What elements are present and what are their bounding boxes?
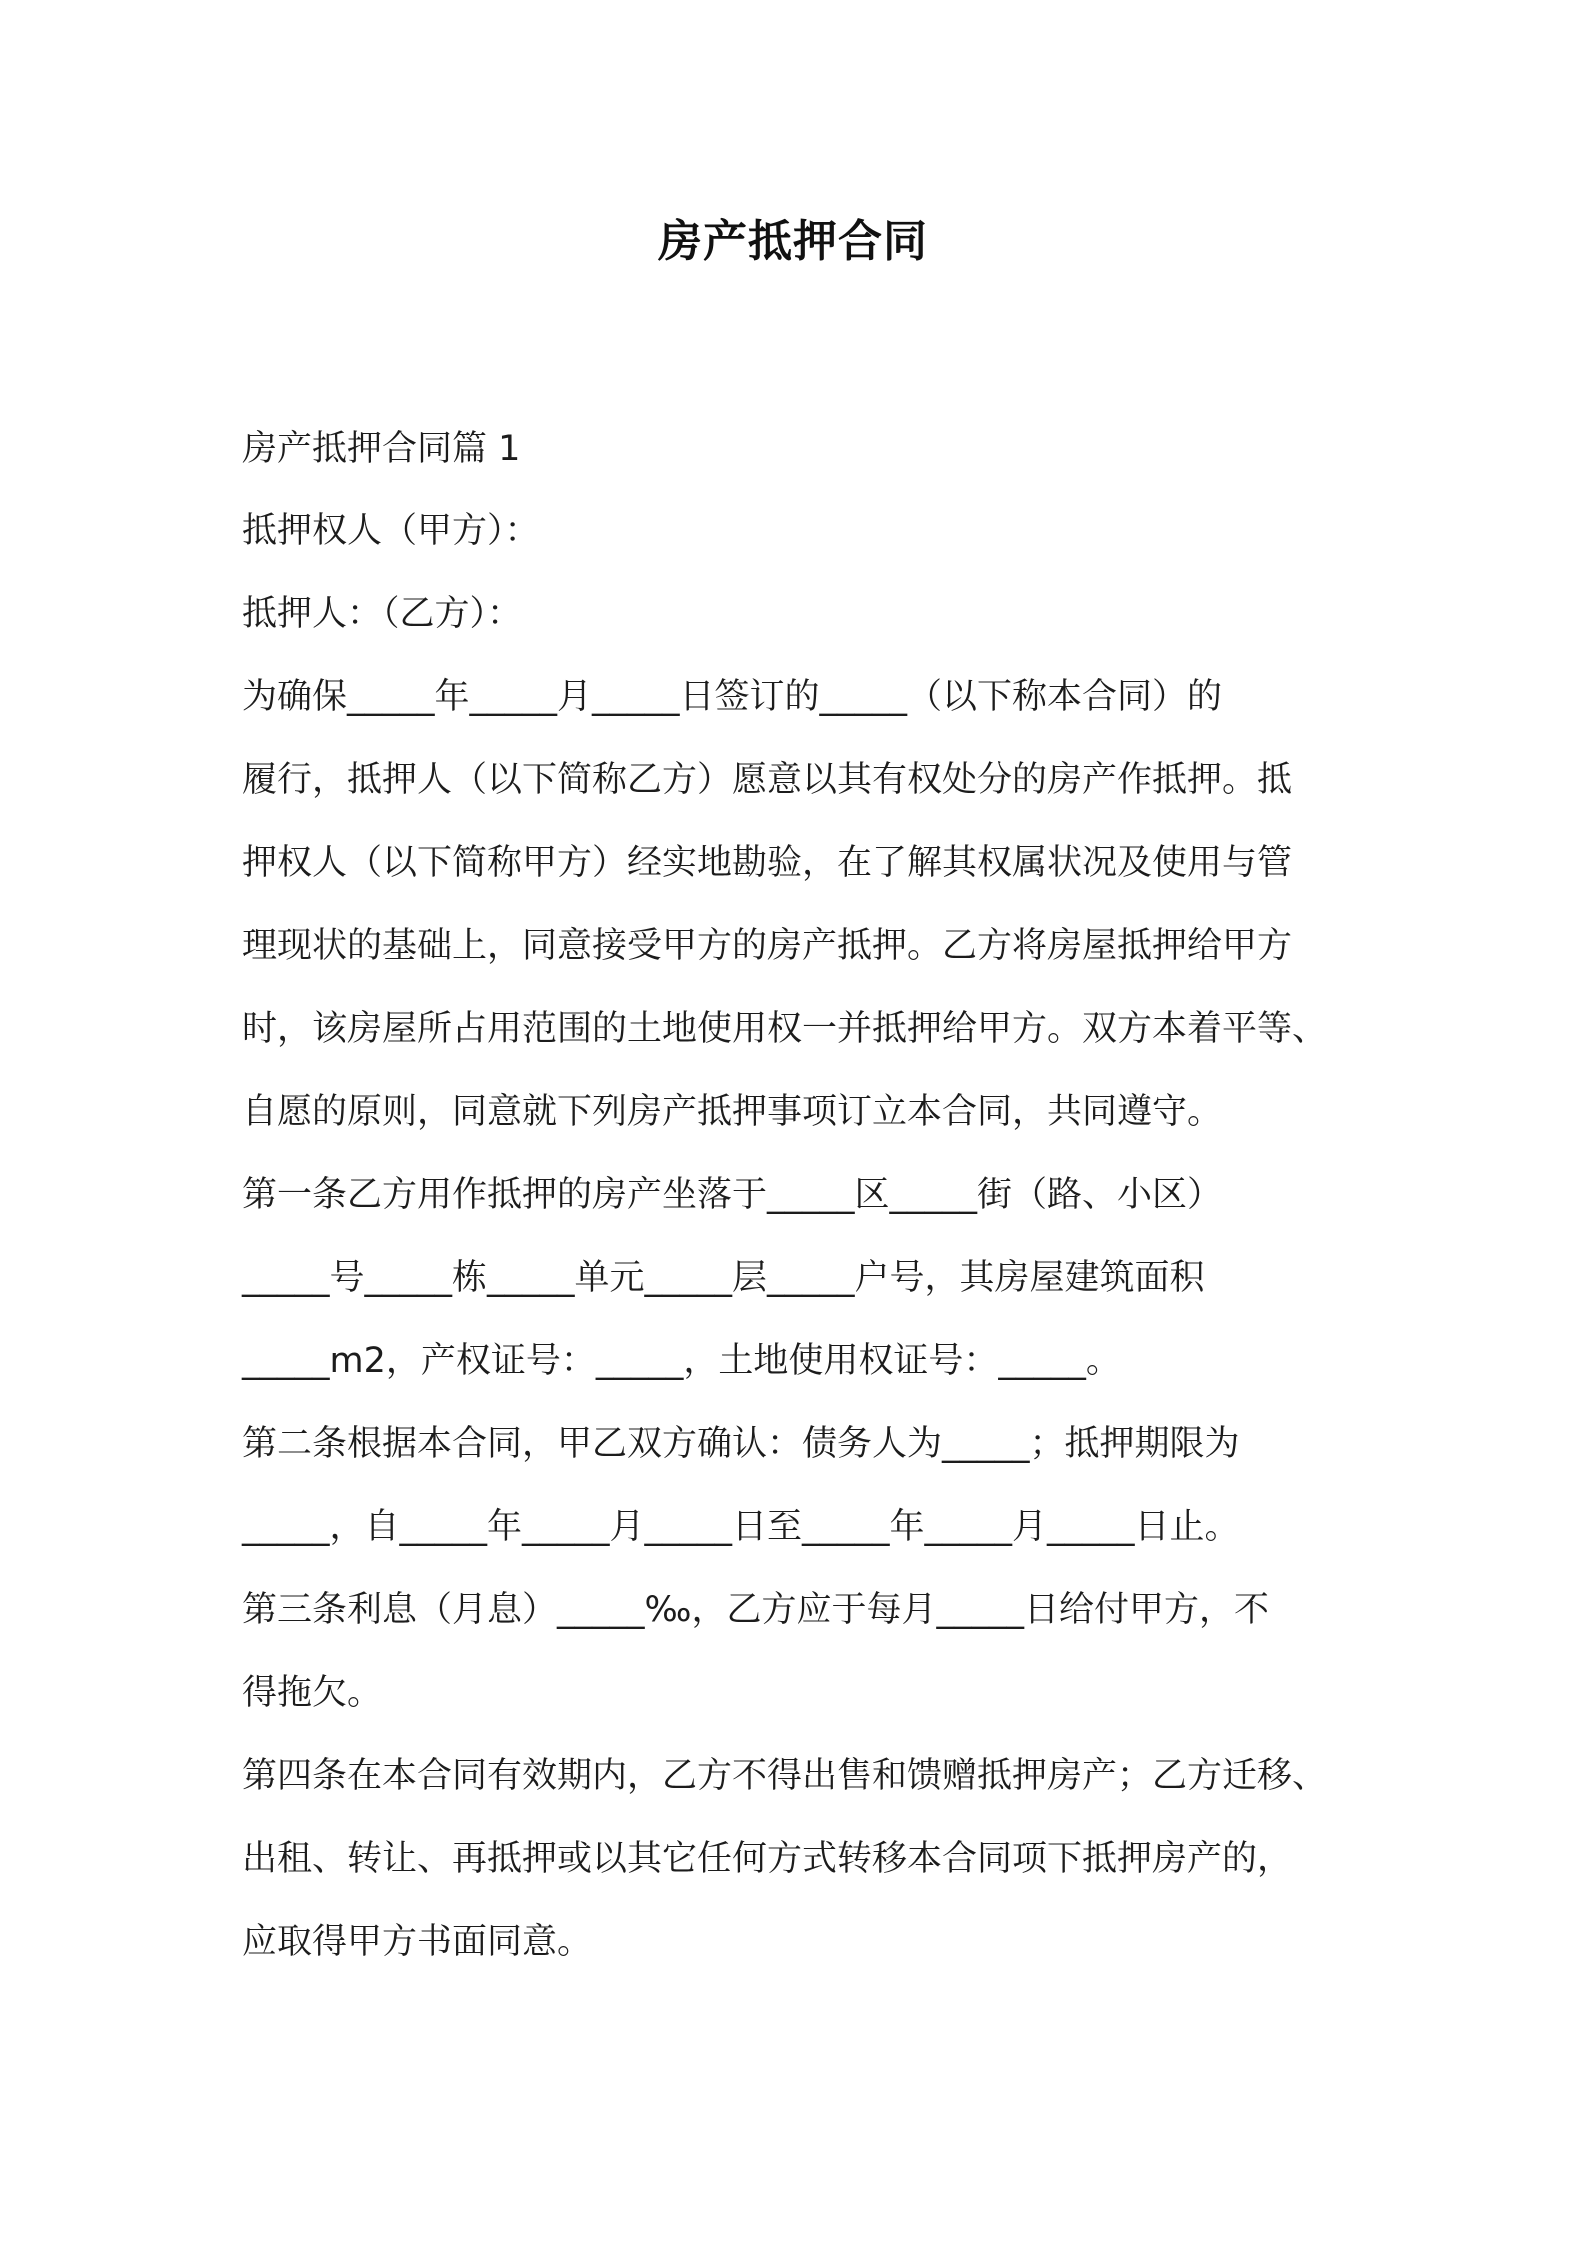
party-a-line: 抵押权人（甲方）： xyxy=(242,511,540,551)
paragraph-line: 自愿的原则，同意就下列房产抵押事项订立本合同，共同遵守。 xyxy=(242,1092,1223,1132)
section-heading: 房产抵押合同篇 1 xyxy=(242,429,521,469)
article-1-line: _____号_____栋_____单元_____层_____户号，其房屋建筑面积 xyxy=(242,1258,1205,1298)
paragraph-line: 理现状的基础上，同意接受甲方的房产抵押。乙方将房屋抵押给甲方 xyxy=(242,926,1293,966)
document-body xyxy=(242,408,1362,1984)
article-4-line: 应取得甲方书面同意。 xyxy=(242,1922,593,1962)
article-1-line: 第一条乙方用作抵押的房产坐落于_____区_____街（路、小区） xyxy=(242,1175,1223,1215)
article-3-line: 第三条利息（月息）_____‰，乙方应于每月_____日给付甲方，不 xyxy=(242,1590,1269,1630)
article-3-line: 得拖欠。 xyxy=(242,1673,383,1713)
article-2-line: 第二条根据本合同，甲乙双方确认：债务人为_____；抵押期限为 xyxy=(242,1424,1240,1464)
paragraph-line: 履行，抵押人（以下简称乙方）愿意以其有权处分的房产作抵押。抵 xyxy=(242,760,1293,800)
paragraph-line: 押权人（以下简称甲方）经实地勘验，在了解其权属状况及使用与管 xyxy=(242,843,1293,883)
document-title: 房产抵押合同 xyxy=(658,216,928,267)
article-2-line: _____，自_____年_____月_____日至_____年_____月_____日止。 xyxy=(242,1507,1240,1547)
party-b-line: 抵押人：（乙方）： xyxy=(242,594,523,634)
paragraph-line: 为确保_____年_____月_____日签订的_____（以下称本合同）的 xyxy=(242,677,1223,717)
article-4-line: 第四条在本合同有效期内，乙方不得出售和馈赠抵押房产；乙方迁移、 xyxy=(242,1756,1328,1796)
article-4-line: 出租、转让、再抵押或以其它任何方式转移本合同项下抵押房产的， xyxy=(242,1839,1293,1879)
article-1-line: _____m2，产权证号：_____，土地使用权证号：_____。 xyxy=(242,1341,1121,1381)
paragraph-line: 时，该房屋所占用范围的土地使用权一并抵押给甲方。双方本着平等、 xyxy=(242,1009,1328,1049)
